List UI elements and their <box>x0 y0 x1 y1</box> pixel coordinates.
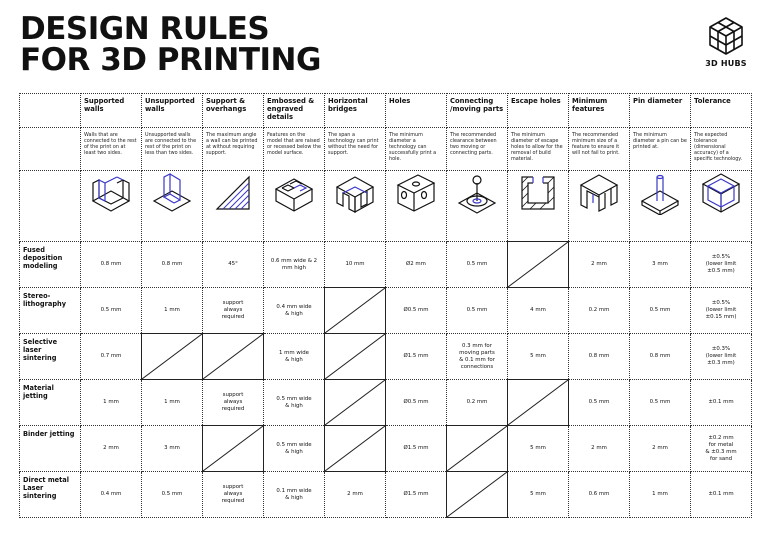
title-line-2: FOR 3D PRINTING <box>20 42 321 78</box>
row-label-cell <box>20 426 81 472</box>
column-description-text: The minimum diameter a technology can successfully print a hole. <box>389 132 437 162</box>
value-cell-minimum-features <box>569 288 630 334</box>
rule-value: Ø2 mm <box>406 261 426 267</box>
column-description-text: Unsupported walls are connected to the rest of the print on less than two sides. <box>145 132 197 156</box>
row-label-cell <box>20 242 81 288</box>
rule-value: 2 mm <box>591 445 607 451</box>
value-cell-holes <box>386 472 447 518</box>
column-description-text: The recommended minimum size of a feature to ensure it will not fail to print. <box>572 132 620 156</box>
rule-value: 0.6 mm <box>588 491 610 497</box>
not-applicable-cell <box>325 380 386 426</box>
column-header-embossed-engraved-details <box>264 94 325 128</box>
header-row <box>20 94 752 128</box>
not-applicable-cell <box>325 426 386 472</box>
value-cell-embossed-engraved-details <box>264 288 325 334</box>
bridge-icon <box>325 171 385 215</box>
rule-value: 2 mm <box>103 445 119 451</box>
rule-value: ±0.1 mm <box>708 399 734 405</box>
rule-value: Ø1.5 mm <box>403 491 429 497</box>
column-icon-cell-pin-diameter <box>630 171 691 242</box>
column-description-text: The recommended clearance between two moving or connecting parts. <box>450 132 497 156</box>
hubs-logo-icon <box>706 16 746 56</box>
column-icon-cell-escape-holes <box>508 171 569 242</box>
not-applicable-diagonal-icon <box>325 334 385 379</box>
value-cell-supported-walls <box>81 334 142 380</box>
not-applicable-cell <box>203 426 264 472</box>
not-applicable-diagonal-icon <box>447 472 507 517</box>
value-cell-supported-walls <box>81 288 142 334</box>
not-applicable-cell <box>325 334 386 380</box>
column-description-text: The minimum diameter of escape holes to allow for the removal of build material. <box>511 132 563 162</box>
technology-row-stereo-lithography <box>20 288 752 334</box>
rule-value: 1 mm <box>652 491 668 497</box>
rule-value: 0.5 mm <box>649 399 671 405</box>
column-icon-cell-connecting-moving-parts <box>447 171 508 242</box>
column-header-horizontal-bridges <box>325 94 386 128</box>
value-cell-minimum-features <box>569 380 630 426</box>
rule-value: 1 mm <box>103 399 119 405</box>
value-cell-horizontal-bridges <box>325 242 386 288</box>
column-description-supported-walls <box>81 128 142 171</box>
escape-hole-icon <box>508 171 568 215</box>
column-header-pin-diameter <box>630 94 691 128</box>
value-cell-embossed-engraved-details <box>264 334 325 380</box>
value-cell-support-overhangs <box>203 380 264 426</box>
column-header-connecting-moving-parts <box>447 94 508 128</box>
not-applicable-diagonal-icon <box>203 426 263 471</box>
value-cell-pin-diameter <box>630 472 691 518</box>
not-applicable-diagonal-icon <box>325 426 385 471</box>
value-cell-tolerance <box>691 426 752 472</box>
rule-value: 0.5 mm <box>466 307 488 313</box>
column-description-text: Features on the model that are raised or recessed below the model surface. <box>267 132 321 156</box>
holes-icon <box>386 171 446 215</box>
rule-value: 0.6 mm wide & 2 mm high <box>270 257 318 271</box>
value-cell-connecting-moving-parts <box>447 242 508 288</box>
not-applicable-diagonal-icon <box>325 288 385 333</box>
column-description-text: The minimum diameter a pin can be printed at. <box>633 132 687 150</box>
rule-value: support always required <box>221 392 245 412</box>
value-cell-unsupported-walls <box>142 288 203 334</box>
not-applicable-cell <box>447 426 508 472</box>
rule-value: ±0.2 mm for metal & ±0.3 mm for sand <box>705 434 737 462</box>
rule-value: 2 mm <box>347 491 363 497</box>
value-cell-minimum-features <box>569 242 630 288</box>
rule-value: 0.5 mm <box>466 261 488 267</box>
value-cell-unsupported-walls <box>142 380 203 426</box>
rule-value: 1 mm <box>164 399 180 405</box>
column-header-supported-walls <box>81 94 142 128</box>
rule-value: 0.8 mm <box>649 353 671 359</box>
column-description-horizontal-bridges <box>325 128 386 171</box>
row-label-cell <box>20 334 81 380</box>
rule-value: 0.5 mm <box>100 307 122 313</box>
technology-name: Selective laser sintering <box>23 338 58 362</box>
technology-name: Direct metal Laser sintering <box>23 476 70 500</box>
rule-value: 0.2 mm <box>466 399 488 405</box>
value-cell-embossed-engraved-details <box>264 242 325 288</box>
embossed-detail-icon <box>264 171 324 215</box>
rule-value: 0.4 mm <box>100 491 122 497</box>
rule-value: 0.5 mm wide & high <box>276 441 312 455</box>
value-cell-supported-walls <box>81 472 142 518</box>
column-description-unsupported-walls <box>142 128 203 171</box>
rule-value: 0.5 mm <box>649 307 671 313</box>
column-header-label: Escape holes <box>511 97 561 105</box>
value-cell-unsupported-walls <box>142 426 203 472</box>
rule-value: 5 mm <box>530 353 546 359</box>
rule-value: 0.3 mm for moving parts & 0.1 mm for connections <box>459 342 495 370</box>
brand-logo <box>700 16 752 68</box>
rule-value: Ø0.5 mm <box>403 307 429 313</box>
unsupported-wall-icon <box>142 171 202 215</box>
rule-value: 0.5 mm <box>588 399 610 405</box>
column-icon-cell-minimum-features <box>569 171 630 242</box>
column-header-label: Horizontal bridges <box>328 97 368 113</box>
column-description-support-overhangs <box>203 128 264 171</box>
value-cell-tolerance <box>691 380 752 426</box>
rule-value: 5 mm <box>530 445 546 451</box>
rule-value: support always required <box>221 484 245 504</box>
rule-value: ±0.5% (lower limit ±0.15 mm) <box>705 300 737 320</box>
value-cell-supported-walls <box>81 380 142 426</box>
not-applicable-diagonal-icon <box>508 380 568 425</box>
row-label-cell <box>20 380 81 426</box>
rule-value: ±0.5% (lower limit ±0.5 mm) <box>705 254 737 274</box>
column-header-label: Embossed & engraved details <box>267 97 315 121</box>
column-header-escape-holes <box>508 94 569 128</box>
value-cell-escape-holes <box>508 288 569 334</box>
column-icon-cell-support-overhangs <box>203 171 264 242</box>
value-cell-tolerance <box>691 472 752 518</box>
rule-value: 3 mm <box>164 445 180 451</box>
value-cell-holes <box>386 334 447 380</box>
value-cell-escape-holes <box>508 426 569 472</box>
column-header-label: Supported walls <box>84 97 125 113</box>
rule-value: 3 mm <box>652 261 668 267</box>
rule-value: 0.2 mm <box>588 307 610 313</box>
minimum-feature-icon <box>569 171 629 215</box>
column-header-support-overhangs <box>203 94 264 128</box>
column-header-tolerance <box>691 94 752 128</box>
value-cell-holes <box>386 288 447 334</box>
not-applicable-diagonal-icon <box>203 334 263 379</box>
rule-value: 10 mm <box>345 261 365 267</box>
technology-name: Material jetting <box>23 384 54 400</box>
value-cell-pin-diameter <box>630 242 691 288</box>
value-cell-escape-holes <box>508 334 569 380</box>
column-header-label: Holes <box>389 97 411 105</box>
column-header-label: Minimum features <box>572 97 608 113</box>
column-description-tolerance <box>691 128 752 171</box>
column-icon-cell-supported-walls <box>81 171 142 242</box>
brand-name: 3D HUBS <box>705 59 747 68</box>
rule-value: ±0.1 mm <box>708 491 734 497</box>
value-cell-supported-walls <box>81 426 142 472</box>
value-cell-holes <box>386 380 447 426</box>
value-cell-escape-holes <box>508 472 569 518</box>
column-icon-cell-embossed-engraved-details <box>264 171 325 242</box>
description-row <box>20 128 752 171</box>
not-applicable-diagonal-icon <box>325 380 385 425</box>
column-icon-cell-tolerance <box>691 171 752 242</box>
moving-parts-icon <box>447 171 507 215</box>
column-icon-cell-unsupported-walls <box>142 171 203 242</box>
pin-icon <box>630 171 690 215</box>
value-cell-pin-diameter <box>630 288 691 334</box>
rule-value: 2 mm <box>591 261 607 267</box>
column-description-embossed-engraved-details <box>264 128 325 171</box>
technology-name: Stereo-lithography <box>23 292 67 308</box>
value-cell-support-overhangs <box>203 242 264 288</box>
value-cell-embossed-engraved-details <box>264 426 325 472</box>
technology-row-material-jetting <box>20 380 752 426</box>
rule-value: 1 mm <box>164 307 180 313</box>
rule-value: 0.8 mm <box>100 261 122 267</box>
value-cell-connecting-moving-parts <box>447 334 508 380</box>
technology-name: Fused deposition modeling <box>23 246 63 270</box>
value-cell-tolerance <box>691 288 752 334</box>
supported-wall-icon <box>81 171 141 215</box>
value-cell-holes <box>386 242 447 288</box>
not-applicable-diagonal-icon <box>508 242 568 287</box>
page-title <box>20 11 321 78</box>
rule-value: Ø0.5 mm <box>403 399 429 405</box>
technology-row-fused-deposition-modeling <box>20 242 752 288</box>
column-description-escape-holes <box>508 128 569 171</box>
corner-cell <box>20 171 81 242</box>
title-line-1: DESIGN RULES <box>20 11 270 47</box>
column-description-holes <box>386 128 447 171</box>
value-cell-tolerance <box>691 334 752 380</box>
rule-value: Ø1.5 mm <box>403 445 429 451</box>
row-label-cell <box>20 472 81 518</box>
column-description-minimum-features <box>569 128 630 171</box>
column-header-holes <box>386 94 447 128</box>
rule-value: support always required <box>221 300 245 320</box>
value-cell-supported-walls <box>81 242 142 288</box>
value-cell-unsupported-walls <box>142 242 203 288</box>
not-applicable-cell <box>447 472 508 518</box>
value-cell-connecting-moving-parts <box>447 288 508 334</box>
row-label-cell <box>20 288 81 334</box>
rule-value: 0.1 mm wide & high <box>276 487 312 501</box>
value-cell-pin-diameter <box>630 380 691 426</box>
column-icon-cell-horizontal-bridges <box>325 171 386 242</box>
rule-value: Ø1.5 mm <box>403 353 429 359</box>
technology-row-selective-laser-sintering <box>20 334 752 380</box>
column-description-connecting-moving-parts <box>447 128 508 171</box>
corner-cell <box>20 128 81 171</box>
not-applicable-diagonal-icon <box>142 334 202 379</box>
column-header-unsupported-walls <box>142 94 203 128</box>
column-header-label: Tolerance <box>694 97 731 105</box>
column-header-label: Connecting /moving parts <box>450 97 504 113</box>
column-description-text: The span a technology can print without the need for support. <box>328 132 379 156</box>
value-cell-pin-diameter <box>630 426 691 472</box>
value-cell-tolerance <box>691 242 752 288</box>
not-applicable-cell <box>508 242 569 288</box>
not-applicable-cell <box>142 334 203 380</box>
column-description-text: The expected tolerance (dimensional accuracy) of a specific technology. <box>694 132 743 162</box>
rule-value: 0.4 mm wide & high <box>276 303 312 317</box>
not-applicable-cell <box>508 380 569 426</box>
overhang-icon <box>203 171 263 215</box>
value-cell-connecting-moving-parts <box>447 380 508 426</box>
column-description-text: The maximum angle a wall can be printed at without requiring support. <box>206 132 258 156</box>
column-header-label: Support & overhangs <box>206 97 247 113</box>
rule-value: 2 mm <box>652 445 668 451</box>
column-header-label: Pin diameter <box>633 97 683 105</box>
technology-row-direct-metal-laser-sintering <box>20 472 752 518</box>
value-cell-holes <box>386 426 447 472</box>
design-rules-table <box>19 93 752 518</box>
corner-cell <box>20 94 81 128</box>
not-applicable-cell <box>325 288 386 334</box>
column-icon-cell-holes <box>386 171 447 242</box>
value-cell-support-overhangs <box>203 288 264 334</box>
value-cell-embossed-engraved-details <box>264 380 325 426</box>
column-description-text: Walls that are connected to the rest of the print on at least two sides. <box>84 132 137 156</box>
rule-value: 0.7 mm <box>100 353 122 359</box>
icon-row <box>20 171 752 242</box>
rule-value: 4 mm <box>530 307 546 313</box>
rule-value: 0.8 mm <box>588 353 610 359</box>
value-cell-minimum-features <box>569 334 630 380</box>
rule-value: 45° <box>228 261 238 267</box>
rule-value: ±0.3% (lower limit ±0.3 mm) <box>705 346 737 366</box>
tolerance-icon <box>691 171 751 215</box>
column-description-pin-diameter <box>630 128 691 171</box>
rule-value: 5 mm <box>530 491 546 497</box>
column-header-label: Unsupported walls <box>145 97 195 113</box>
rule-value: 0.8 mm <box>161 261 183 267</box>
value-cell-support-overhangs <box>203 472 264 518</box>
value-cell-pin-diameter <box>630 334 691 380</box>
rule-value: 0.5 mm <box>161 491 183 497</box>
value-cell-minimum-features <box>569 472 630 518</box>
value-cell-minimum-features <box>569 426 630 472</box>
technology-name: Binder jetting <box>23 430 75 438</box>
technology-row-binder-jetting <box>20 426 752 472</box>
rule-value: 1 mm wide & high <box>278 349 309 363</box>
value-cell-embossed-engraved-details <box>264 472 325 518</box>
rule-value: 0.5 mm wide & high <box>276 395 312 409</box>
value-cell-unsupported-walls <box>142 472 203 518</box>
column-header-minimum-features <box>569 94 630 128</box>
not-applicable-cell <box>203 334 264 380</box>
not-applicable-diagonal-icon <box>447 426 507 471</box>
value-cell-horizontal-bridges <box>325 472 386 518</box>
